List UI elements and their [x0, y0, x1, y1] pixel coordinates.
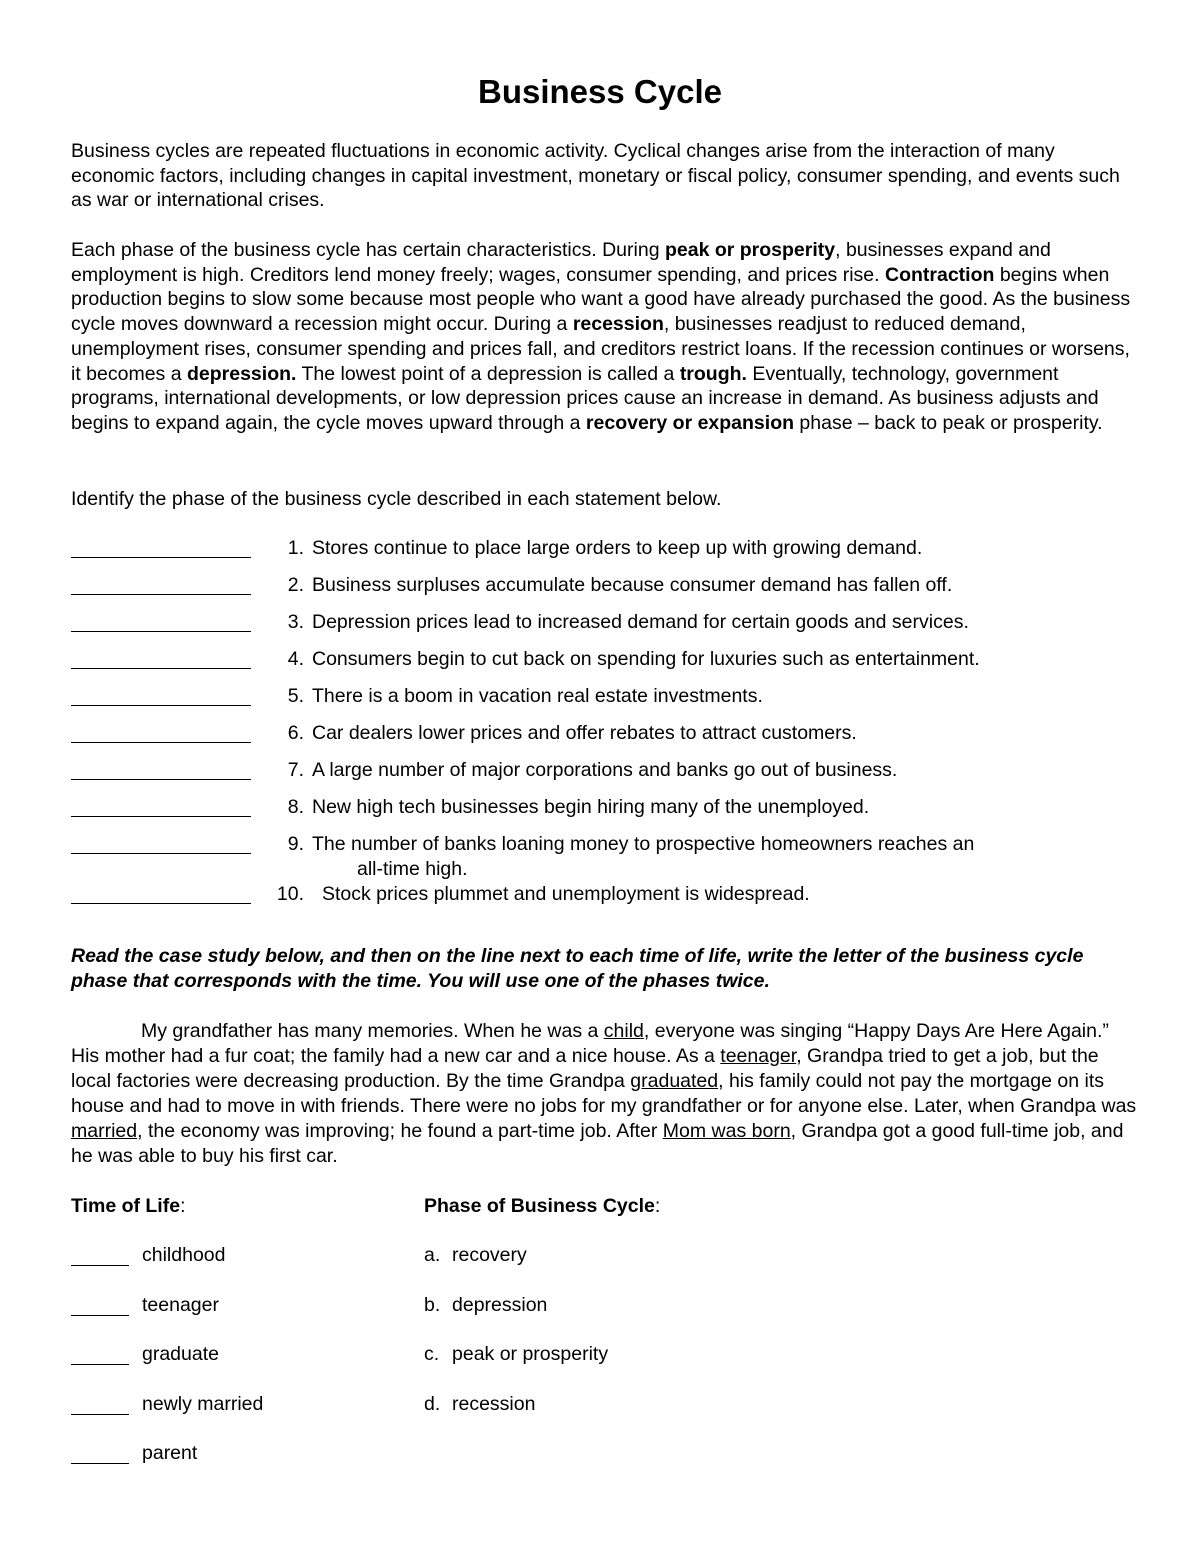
question-text: Business surpluses accumulate because consumer demand has fallen off. — [312, 574, 953, 596]
phase-label: recovery — [452, 1244, 527, 1266]
answer-line[interactable] — [71, 903, 251, 904]
question-number: 9. — [287, 833, 304, 855]
phase-heading — [424, 1194, 660, 1218]
phase-letter: a. — [424, 1244, 441, 1266]
story-term-graduated: graduated — [630, 1070, 719, 1092]
story-term-mom-born: Mom was born — [662, 1120, 791, 1142]
term-peak: peak or prosperity — [664, 239, 836, 261]
phase-label: depression — [452, 1294, 548, 1316]
time-of-life-label: newly married — [142, 1393, 264, 1415]
answer-line[interactable] — [71, 668, 251, 669]
question-number: 7. — [287, 759, 304, 781]
story-text: My grandfather has many memories. When he was a — [141, 1020, 604, 1042]
story-term-married: married — [71, 1120, 138, 1142]
case-study-story — [71, 1019, 1141, 1169]
question-number: 8. — [287, 796, 304, 818]
heading-colon: : — [654, 1195, 661, 1217]
phases-text: Each phase of the business cycle has certain characteristics. During — [71, 239, 665, 261]
question-text: There is a boom in vacation real estate investments. — [312, 685, 763, 707]
question-number: 2. — [287, 574, 304, 596]
question-text: Stock prices plummet and unemployment is widespread. — [322, 883, 810, 905]
answer-line[interactable] — [71, 742, 251, 743]
answer-line[interactable] — [71, 816, 251, 817]
question-text: New high tech businesses begin hiring many of the unemployed. — [312, 796, 870, 818]
phases-text: begins when production begins to slow some because most people who want a good have already purchased the good. As the business cycle moves downward a recession might occur. During a — [71, 263, 1131, 336]
answer-blank[interactable] — [71, 1414, 129, 1415]
term-recession: recession — [572, 313, 664, 336]
phases-text: phase – back to peak or prosperity. — [794, 411, 1103, 434]
answer-line[interactable] — [71, 853, 251, 854]
question-number: 6. — [287, 722, 304, 744]
story-text: , Grandpa got a good full-time job, and he was able to buy his first car. — [71, 1120, 1124, 1167]
answer-blank[interactable] — [71, 1265, 129, 1266]
story-term-child: child — [603, 1020, 644, 1042]
term-contraction: Contraction — [884, 263, 995, 286]
phase-letter: d. — [424, 1393, 441, 1415]
phases-paragraph — [71, 238, 1141, 436]
time-of-life-label: parent — [142, 1442, 198, 1464]
heading-colon: : — [180, 1195, 186, 1217]
term-depression: depression. — [186, 362, 297, 385]
answer-blank[interactable] — [71, 1463, 129, 1464]
time-of-life-heading — [71, 1194, 186, 1218]
instruction-text: Identify the phase of the business cycle described in each statement below. — [71, 488, 722, 510]
phase-label: recession — [452, 1393, 536, 1415]
question-number: 4. — [287, 648, 304, 670]
question-number: 1. — [287, 537, 304, 559]
question-number: 10. — [276, 883, 304, 905]
question-text: Stores continue to place large orders to keep up with growing demand. — [312, 537, 923, 559]
question-number: 5. — [287, 685, 304, 707]
answer-line[interactable] — [71, 557, 251, 558]
phases-text: , businesses expand and employment is high. Creditors lend money freely; wages, consumer spending, and prices rise. — [71, 239, 1051, 286]
page-title: Business Cycle — [478, 73, 722, 110]
answer-line[interactable] — [71, 594, 251, 595]
intro-paragraph: Business cycles are repeated fluctuations in economic activity. Cyclical changes arise from the interaction of many economic factors, including changes in capital investment, monetary or fiscal policy, consumer spending, and events such as war or international crises. — [71, 140, 1120, 212]
time-of-life-label: teenager — [142, 1294, 219, 1316]
phases-text: Eventually, technology, government programs, international developments, or low depression prices cause an increase in demand. As business adjusts and begins to expand again, the cycle moves upward through a — [71, 362, 1099, 434]
answer-blank[interactable] — [71, 1364, 129, 1365]
case-study-instruction: Read the case study below, and then on the line next to each time of life, write the letter of the business cycle phase that corresponds with the time. You will use one of the phases twice. — [71, 945, 1084, 992]
story-text: , the economy was improving; he found a part-time job. After — [137, 1120, 663, 1142]
phase-letter: c. — [424, 1343, 440, 1365]
answer-line[interactable] — [71, 631, 251, 632]
phase-letter: b. — [424, 1294, 441, 1316]
question-text: Car dealers lower prices and offer rebates to attract customers. — [312, 722, 857, 744]
story-term-teenager: teenager — [720, 1045, 797, 1067]
question-text: Consumers begin to cut back on spending for luxuries such as entertainment. — [312, 648, 980, 670]
phases-text: The lowest point of a depression is called a — [296, 362, 680, 385]
time-of-life-label: graduate — [142, 1343, 219, 1365]
term-recovery: recovery or expansion — [585, 411, 795, 434]
question-number: 3. — [287, 611, 304, 633]
story-text: , his family could not pay the mortgage on its house and had to move in with friends. There were no jobs for my grandfather or for anyone else. Later, when Grandpa was — [71, 1070, 1137, 1117]
answer-line[interactable] — [71, 705, 251, 706]
question-text: A large number of major corporations and banks go out of business. — [312, 759, 898, 781]
phase-heading-text: Phase of Business Cycle — [424, 1195, 655, 1217]
story-text: , Grandpa tried to get a job, but the local factories were decreasing production. By the time Grandpa — [71, 1045, 1099, 1092]
answer-blank[interactable] — [71, 1315, 129, 1316]
time-of-life-heading-text: Time of Life — [71, 1195, 181, 1217]
story-text: , everyone was singing “Happy Days Are Here Again.” His mother had a fur coat; the family had a new car and a nice house. As a — [71, 1020, 1109, 1067]
time-of-life-label: childhood — [142, 1244, 226, 1266]
answer-line[interactable] — [71, 779, 251, 780]
question-text-continued: all-time high. — [357, 858, 468, 880]
question-text: Depression prices lead to increased demand for certain goods and services. — [312, 611, 969, 633]
phases-text: , businesses readjust to reduced demand, unemployment rises, consumer spending and prices fall, and creditors restrict loans. If the recession continues or worsens, it becomes a — [71, 313, 1130, 385]
question-text: The number of banks loaning money to prospective homeowners reaches an — [312, 833, 975, 855]
phase-label: peak or prosperity — [452, 1343, 609, 1365]
term-trough: trough. — [679, 362, 747, 385]
